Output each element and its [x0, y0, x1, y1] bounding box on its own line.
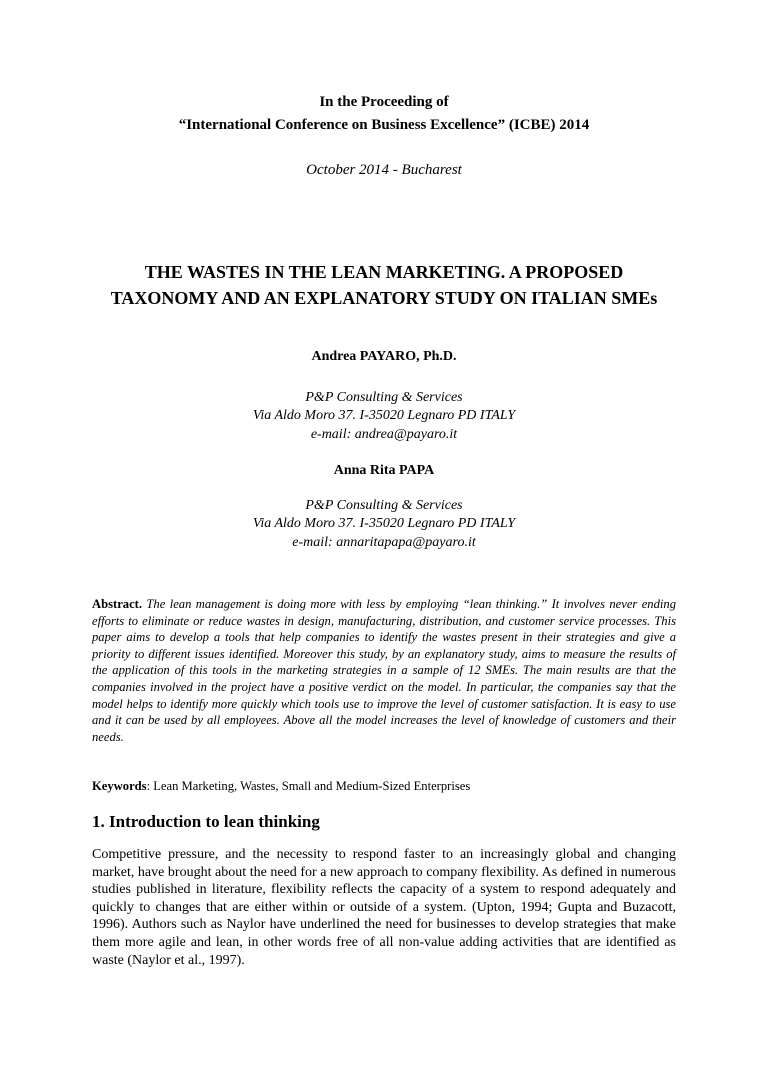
intro-paragraph: Competitive pressure, and the necessity to respond faster to an increasingly global and changing market, have brought about the need for a new approach to company flexibility. As defined in numerous studies published in literature, flexibility reflects the capacity of a system to respond adequately and quickly to changes that are either within or outside of a system. (Upton, 1994; Gupta and Buzacott, 1996). Authors such as Naylor have underlined the need for businesses to develop strategies that make them more agile and lean, in other words free of all non-value adding activities that are identified as waste (Naylor et al., 1997). [92, 847, 676, 968]
author-organization: P&P Consulting & Services [305, 390, 463, 405]
author-name: Andrea PAYARO, Ph.D. [311, 349, 457, 364]
paper-title-line-2: TAXONOMY AND AN EXPLANATORY STUDY ON ITALIAN SMEs [110, 288, 658, 308]
proceeding-line: In the Proceeding of [319, 94, 449, 110]
author-address: Via Aldo Moro 37. I-35020 Legnaro PD ITALY [252, 516, 516, 531]
paper-title-line-1: THE WASTES IN THE LEAN MARKETING. A PROPOSED [144, 262, 624, 282]
section-heading: 1. Introduction to lean thinking [92, 812, 320, 831]
author-email[interactable]: e-mail: annaritapapa@payaro.it [292, 535, 476, 550]
conference-line: “International Conference on Business Excellence” (ICBE) 2014 [178, 117, 590, 133]
keywords-label: Keywords [92, 779, 147, 793]
date-line: October 2014 - Bucharest [306, 162, 462, 178]
author-email[interactable]: e-mail: andrea@payaro.it [310, 427, 458, 442]
abstract-label: Abstract. [92, 597, 143, 611]
author-name: Anna Rita PAPA [333, 463, 435, 478]
author-address: Via Aldo Moro 37. I-35020 Legnaro PD ITALY [252, 408, 516, 423]
author-organization: P&P Consulting & Services [305, 498, 463, 513]
keywords [92, 778, 676, 794]
abstract-text: The lean management is doing more with less by employing “lean thinking.” It involves never ending efforts to eliminate or reduce wastes in design, manufacturing, distribution, and customer service processes. This paper aims to develop a tools that help companies to identify the wastes present in their strategies and give a priority to different issues identified. Moreover this study, by an explanatory study, aims to measure the results of the application of this tools in the marketing strategies in a sample of 12 SMEs. The main results are that the companies involved in the project have a positive verdict on the model. In particular, the companies say that the model helps to identify more quickly which tools use to improve the level of customer satisfaction. It is easy to use and it can be used by all employees. Above all the model increases the level of knowledge of customers and their needs. [92, 597, 676, 744]
abstract [92, 596, 676, 745]
keywords-text: : Lean Marketing, Wastes, Small and Medium-Sized Enterprises [146, 779, 471, 793]
